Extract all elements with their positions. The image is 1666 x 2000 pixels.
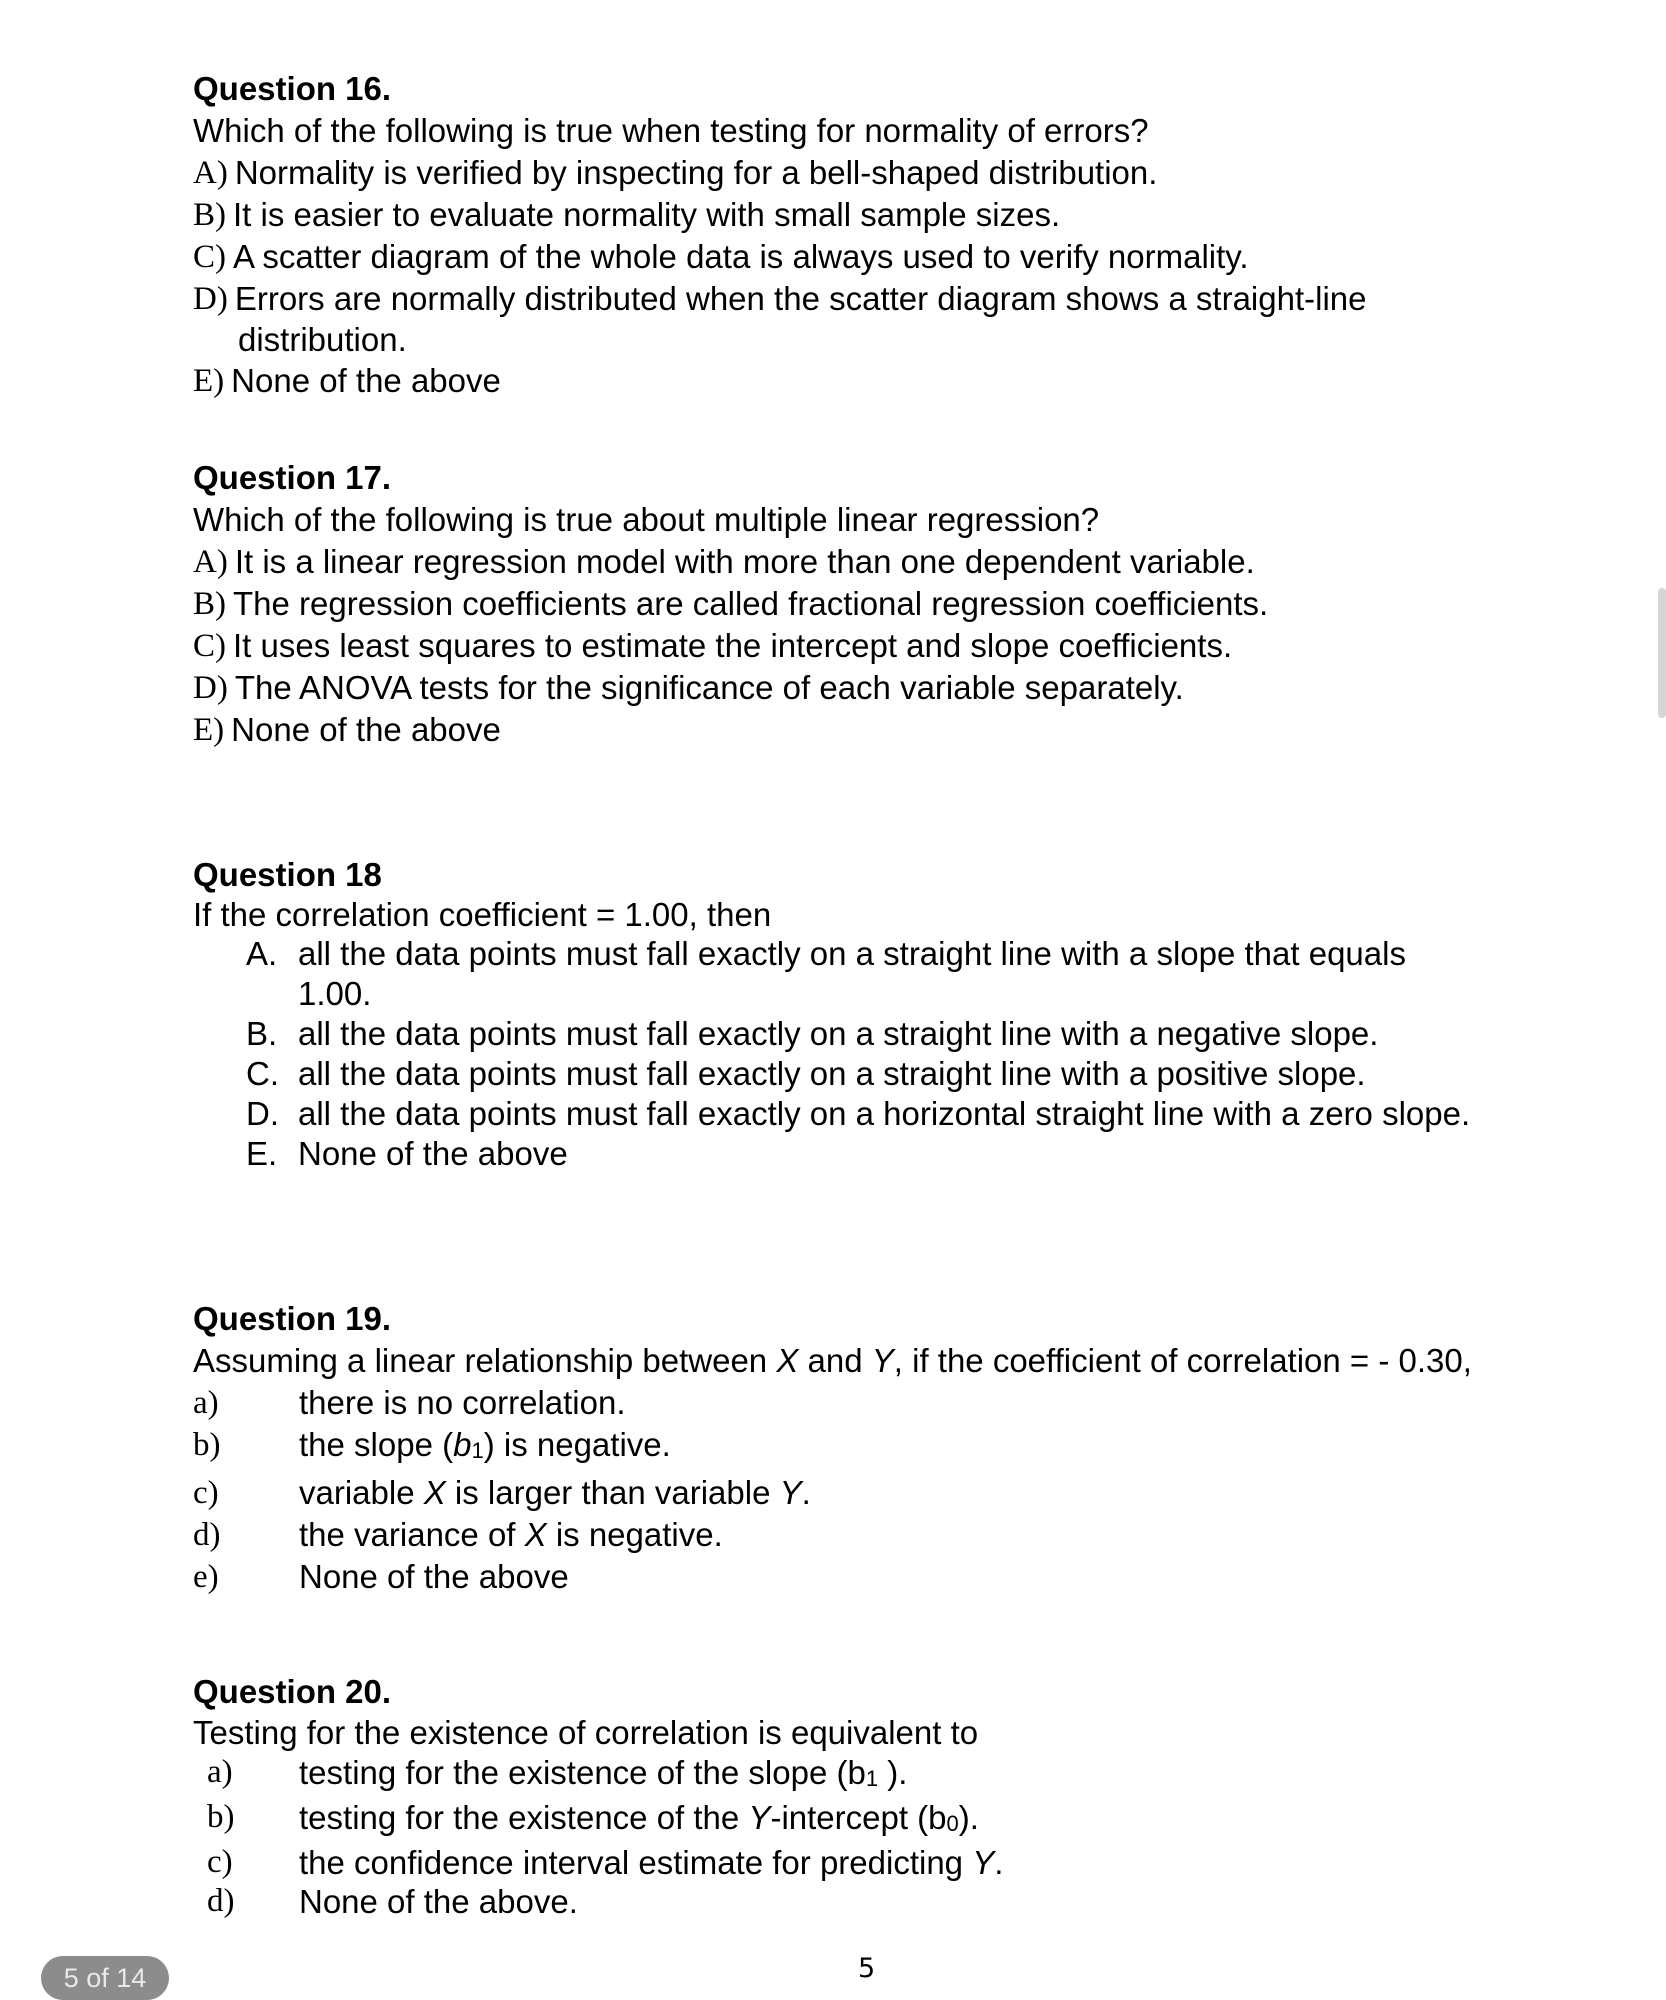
variable-y: Y — [871, 1342, 894, 1379]
question-18 — [193, 854, 1533, 1174]
option-e — [193, 1556, 1633, 1598]
option-letter: D. — [246, 1095, 279, 1132]
question-text: If the correlation coefficient = 1.00, then — [193, 896, 772, 933]
option-d — [193, 1514, 1633, 1556]
option-d — [193, 1882, 1573, 1921]
option-text: there is no correlation. — [299, 1384, 626, 1421]
option-text: None of the above — [299, 1558, 569, 1595]
option-letter: A. — [246, 935, 278, 972]
subscript: 1 — [471, 1438, 484, 1463]
question-17 — [193, 457, 1573, 751]
question-text-part: Assuming a linear relationship between — [193, 1342, 777, 1379]
option-letter: D) — [193, 281, 228, 317]
option-letter: E) — [193, 712, 225, 748]
option-letter: a) — [207, 1754, 233, 1790]
option-a — [193, 541, 1573, 583]
question-title: Question 19. — [193, 1300, 392, 1337]
option-d — [246, 1094, 1533, 1134]
option-a — [246, 934, 1533, 1014]
option-letter: A) — [193, 544, 228, 580]
option-list — [193, 934, 1533, 1174]
option-text: all the data points must fall exactly on a straight line with a negative slope. — [298, 1015, 1379, 1052]
question-text: Which of the following is true when testing for normality of errors? — [193, 112, 1149, 149]
variable-b: b — [453, 1426, 472, 1463]
option-text: It uses least squares to estimate the intercept and slope coefficients. — [233, 627, 1233, 664]
option-c — [193, 1472, 1633, 1514]
variable-x: X — [524, 1516, 547, 1553]
option-letter: a) — [193, 1385, 219, 1421]
question-20 — [193, 1671, 1573, 1921]
option-letter: E) — [193, 363, 225, 399]
option-letter: B. — [246, 1015, 278, 1052]
option-e — [193, 360, 1573, 402]
option-text: A scatter diagram of the whole data is always used to verify normality. — [233, 238, 1249, 275]
option-letter: d) — [193, 1517, 221, 1553]
option-text: Errors are normally distributed when the scatter diagram shows a straight-line — [234, 280, 1367, 317]
question-19 — [193, 1298, 1633, 1598]
option-letter: d) — [207, 1883, 235, 1919]
option-d — [193, 278, 1573, 320]
option-text: testing for the existence of the slope ($b_1$ ). — [299, 1754, 908, 1791]
option-e — [193, 709, 1573, 751]
option-letter: c) — [193, 1475, 219, 1511]
option-text: None of the above. — [299, 1883, 578, 1920]
option-b — [246, 1014, 1533, 1054]
page-number: 5 — [858, 1953, 876, 1984]
question-title: Question 20. — [193, 1673, 392, 1710]
option-text: The regression coefficients are called fractional regression coefficients. — [233, 585, 1269, 622]
option-letter: B) — [193, 197, 226, 233]
option-e — [246, 1134, 1533, 1174]
subscript: 1 — [865, 1766, 879, 1791]
variable-y: Y — [748, 1799, 771, 1836]
question-text — [193, 1340, 1633, 1382]
option-d-continuation: distribution. — [238, 321, 407, 358]
option-a — [193, 152, 1573, 194]
question-title: Question 18 — [193, 856, 382, 893]
option-text: None of the above — [231, 362, 501, 399]
option-text: None of the above — [231, 711, 501, 748]
option-text: the confidence interval estimate for predicting Y. — [299, 1844, 1004, 1881]
option-letter: E. — [246, 1135, 278, 1172]
option-letter: c) — [207, 1844, 233, 1880]
option-text: the slope $(b_1)$ is negative. — [299, 1426, 671, 1463]
option-a — [193, 1382, 1633, 1424]
option-text: all the data points must fall exactly on a straight line with a slope that equals 1.00. — [298, 935, 1406, 1012]
variable-y: Y — [972, 1844, 995, 1881]
option-c — [193, 236, 1573, 278]
option-letter: D) — [193, 670, 228, 706]
question-text: Testing for the existence of correlation is equivalent to — [193, 1714, 979, 1751]
option-d — [193, 667, 1573, 709]
question-text: Which of the following is true about multiple linear regression? — [193, 501, 1100, 538]
option-letter: C) — [193, 239, 226, 275]
option-letter: b) — [207, 1799, 235, 1835]
option-letter: C. — [246, 1055, 279, 1092]
variable-x: X — [776, 1342, 799, 1379]
option-letter: C) — [193, 628, 226, 664]
scrollbar[interactable] — [1658, 588, 1666, 718]
option-b — [193, 1798, 1573, 1843]
option-b — [193, 194, 1573, 236]
option-text: The ANOVA tests for the significance of each variable separately. — [234, 669, 1184, 706]
option-letter: B) — [193, 586, 226, 622]
option-b — [193, 1424, 1633, 1472]
question-title: Question 17. — [193, 459, 392, 496]
option-letter: b) — [193, 1427, 221, 1463]
option-b — [193, 583, 1573, 625]
question-title: Question 16. — [193, 70, 392, 107]
option-text: all the data points must fall exactly on a straight line with a positive slope. — [298, 1055, 1366, 1092]
option-text: It is easier to evaluate normality with small sample sizes. — [233, 196, 1061, 233]
option-a — [193, 1753, 1573, 1798]
option-text: testing for the existence of the Y-intercept $(b_0)$. — [299, 1799, 979, 1836]
option-text: all the data points must fall exactly on a horizontal straight line with a zero slope. — [298, 1095, 1471, 1132]
option-c — [193, 625, 1573, 667]
question-text-part: and — [798, 1342, 872, 1379]
question-text-part: , if the coefficient of correlation = - 0.30, — [893, 1342, 1472, 1379]
option-letter: e) — [193, 1559, 219, 1595]
option-letter: A) — [193, 155, 228, 191]
question-16 — [193, 68, 1573, 402]
option-text: Normality is verified by inspecting for a bell-shaped distribution. — [234, 154, 1158, 191]
option-c — [246, 1054, 1533, 1094]
option-c — [193, 1843, 1573, 1882]
subscript: 0 — [946, 1811, 959, 1836]
option-text: None of the above — [298, 1135, 568, 1172]
variable-x: X — [423, 1474, 446, 1511]
option-text: It is a linear regression model with more than one dependent variable. — [234, 543, 1255, 580]
page-indicator-badge: 5 of 14 — [41, 1956, 169, 2000]
variable-y: Y — [779, 1474, 802, 1511]
option-text: the variance of X is negative. — [299, 1516, 723, 1553]
option-text: variable X is larger than variable Y. — [299, 1474, 811, 1511]
